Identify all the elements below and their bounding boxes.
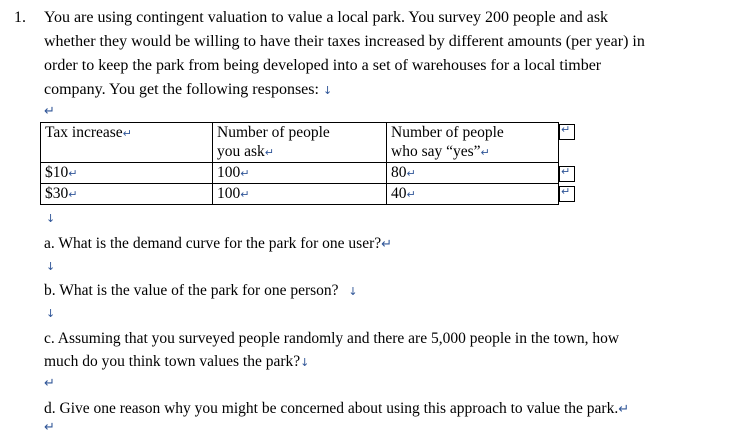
cell-value: $10 [45,164,69,181]
cell-value: 40 [391,185,407,202]
subquestion-a-text: a. What is the demand curve for the park for one user? [44,235,382,252]
subquestion-c-line-2-text: much do you think town values the park? [44,353,301,370]
table-cell [213,184,387,205]
table-row [41,163,559,184]
cell-end-icon: ↵ [480,146,490,159]
table-header-row [41,123,559,163]
cell-end-icon: ↵ [68,167,78,180]
row-end-icon: ↵ [561,185,571,198]
header-people-yes-line-2: who say “yes” [391,143,481,160]
responses-table [40,122,559,205]
cell-end-icon: ↵ [122,127,132,140]
row-end-icon: ↵ [561,165,571,178]
subquestion-d [44,399,629,420]
cell-value: 80 [391,164,407,181]
row-end-marker [559,124,575,140]
subquestion-c-line-1: c. Assuming that you surveyed people randomly and there are 5,000 people in the town, how [44,330,620,347]
table-cell [213,163,387,184]
cell-value: $30 [45,185,69,202]
table-cell [41,184,213,205]
subquestion-b [44,281,358,302]
cell-end-icon: ↵ [68,188,78,201]
cell-end-icon: ↵ [264,146,275,159]
intro-line-2: whether they would be willing to have their taxes increased by different amounts (per year) in [44,33,645,50]
intro-line-1: You are using contingent valuation to value a local park. You survey 200 people and ask [44,9,609,26]
question-number: 1. [14,9,26,26]
paragraph-mark-icon: ↵ [618,402,630,417]
table-cell [41,163,213,184]
line-break-icon: ↓ [348,285,358,298]
intro-line-3: order to keep the park from being developed into a set of warehouses for a local timber [44,57,602,74]
cell-end-icon: ↵ [406,167,416,180]
cell-end-icon: ↵ [240,188,250,201]
paragraph-mark-icon: ↵ [381,237,393,252]
row-end-marker [559,166,575,182]
line-break-icon: ↓ [46,260,56,273]
cell-end-icon: ↵ [240,167,250,180]
paragraph-mark-icon: ↵ [44,376,55,391]
subquestion-a [44,234,392,255]
line-break-icon: ↓ [46,307,56,320]
row-end-icon: ↵ [561,123,571,136]
header-tax-increase-label: Tax increase [45,124,123,141]
line-break-icon: ↓ [46,212,56,225]
line-break-icon: ↓ [300,356,310,369]
cell-end-icon: ↵ [406,188,416,201]
line-break-icon: ↓ [322,84,333,97]
table-row [41,184,559,205]
header-people-yes-line-1: Number of people [391,124,504,141]
header-people-asked [213,123,387,163]
table-cell [387,163,559,184]
cell-value: 100 [217,185,241,202]
subquestion-d-text: d. Give one reason why you might be concerned about using this approach to value the park. [44,400,619,417]
header-people-asked-line-2: you ask [217,143,265,160]
paragraph-mark-icon: ↵ [44,104,55,119]
intro-line-4 [44,80,332,101]
header-people-yes [387,123,559,163]
intro-line-4-text: company. You get the following responses: [44,81,319,98]
header-people-asked-line-1: Number of people [217,124,330,141]
subquestion-c-line-2 [44,352,309,373]
cell-value: 100 [217,164,241,181]
paragraph-mark-icon: ↵ [44,420,55,435]
subquestion-b-text: b. What is the value of the park for one person? [44,282,339,299]
row-end-marker [559,186,575,202]
table-cell [387,184,559,205]
header-tax-increase [41,123,213,163]
